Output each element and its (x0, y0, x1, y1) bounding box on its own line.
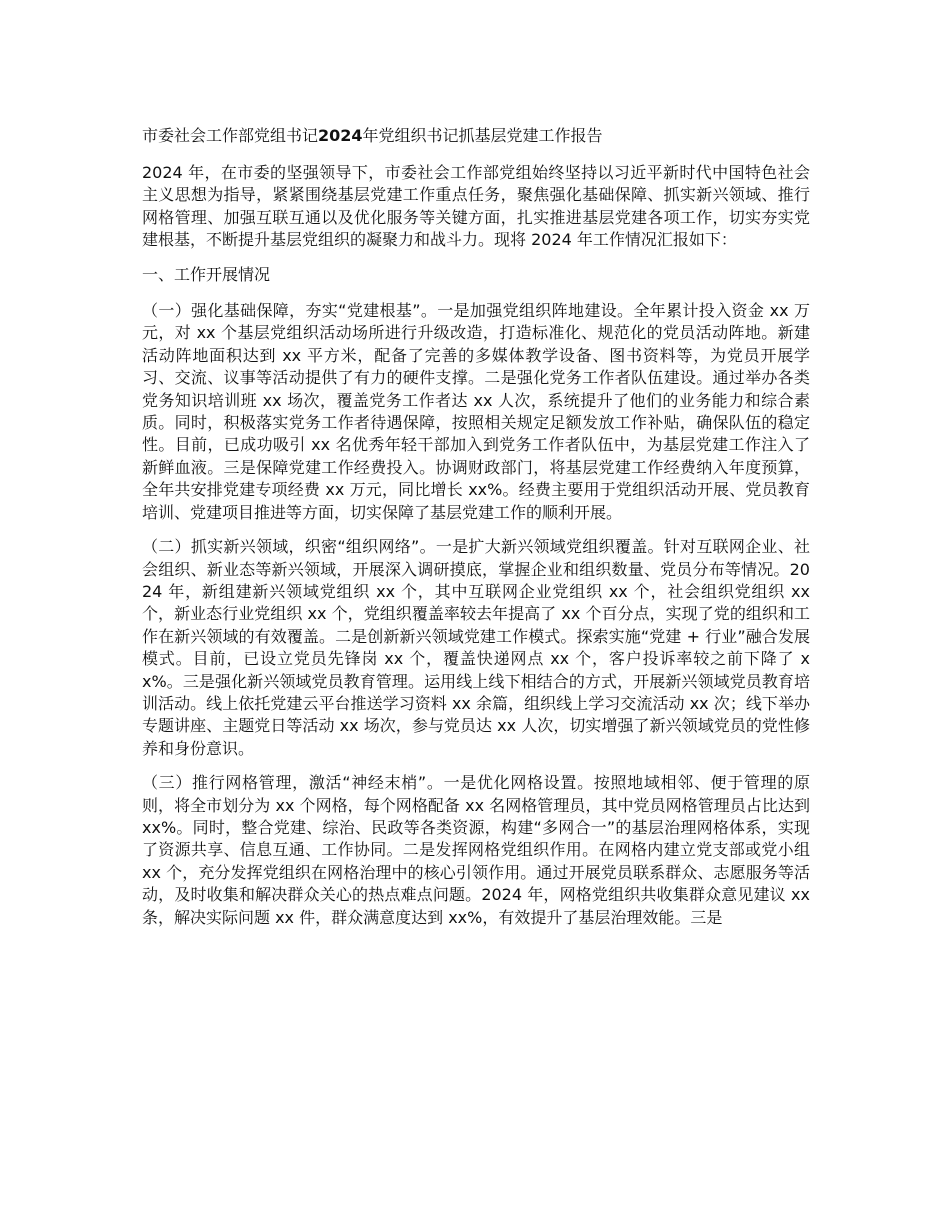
paragraph-emerging-fields: （二）抓实新兴领域，织密“组织网络”。一是扩大新兴领域党组织覆盖。针对互联网企业、社会组织、新业态等新兴领域，开展深入调研摸底，掌握企业和组织数量、党员分布等情况。2024 年，新组建新兴领域党组织 xx 个，其中互联网企业党组织 xx 个，社会组织党组织 xx 个，新业态行业党组织 xx 个，党组织覆盖率较去年提高了 xx 个百分点，实现了党的组织和工作在新兴领域的有效覆盖。二是创新新兴领域党建工作模式。探索实施“党建 + 行业”融合发展模式。目前，已设立党员先锋岗 xx 个，覆盖快递网点 xx 个，客户投诉率较之前下降了 xx%。三是强化新兴领域党员教育管理。运用线上线下相结合的方式，开展新兴领域党员教育培训活动。线上依托党建云平台推送学习资料 xx 余篇，组织线上学习交流活动 xx 次；线下举办专题讲座、主题党日等活动 xx 场次，参与党员达 xx 人次，切实增强了新兴领域党员的党性修养和身份意识。 (142, 537, 810, 758)
title-suffix: 年党组织书记抓基层党建工作报告 (362, 126, 603, 145)
paragraph-basic-guarantee: （一）强化基础保障，夯实“党建根基”。一是加强党组织阵地建设。全年累计投入资金 xx 万元，对 xx 个基层党组织活动场所进行升级改造，打造标准化、规范化的党员活动阵地。新建活动阵地面积达到 xx 平方米，配备了完善的多媒体教学设备、图书资料等，为党员开展学习、交流、议事等活动提供了有力的硬件支撑。二是强化党务工作者队伍建设。通过举办各类党务知识培训班 xx 场次，覆盖党务工作者达 xx 人次，系统提升了他们的业务能力和综合素质。同时，积极落实党务工作者待遇保障，按照相关规定足额发放工作补贴，确保队伍的稳定性。目前，已成功吸引 xx 名优秀年轻干部加入到党务工作者队伍中，为基层党建工作注入了新鲜血液。三是保障党建工作经费投入。协调财政部门，将基层党建工作经费纳入年度预算，全年共安排党建专项经费 xx 万元，同比增长 xx%。经费主要用于党组织活动开展、党员教育培训、党建项目推进等方面，切实保障了基层党建工作的顺利开展。 (142, 301, 810, 522)
document-page (142, 124, 810, 941)
document-title (142, 124, 810, 148)
intro-paragraph: 2024 年，在市委的坚强领导下，市委社会工作部党组始终坚持以习近平新时代中国特色社会主义思想为指导，紧紧围绕基层党建工作重点任务，聚焦强化基础保障、抓实新兴领域、推行网格管理、加强互联互通以及优化服务等关键方面，扎实推进基层党建各项工作，切实夯实党建根基，不断提升基层党组织的凝聚力和战斗力。现将 2024 年工作情况汇报如下： (142, 163, 810, 250)
title-prefix: 市委社会工作部党组书记 (142, 126, 319, 145)
paragraph-grid-management: （三）推行网格管理，激活“神经末梢”。一是优化网格设置。按照地域相邻、便于管理的原则，将全市划分为 xx 个网格，每个网格配备 xx 名网格管理员，其中党员网格管理员占比达到 xx%。同时，整合党建、综治、民政等各类资源，构建“多网合一”的基层治理网格体系，实现了资源共享、信息互通、工作协同。二是发挥网格党组织作用。在网格内建立党支部或党小组 xx 个，充分发挥党组织在网格治理中的核心引领作用。通过开展党员联系群众、志愿服务等活动，及时收集和解决群众关心的热点难点问题。2024 年，网格党组织共收集群众意见建议 xx 条，解决实际问题 xx 件，群众满意度达到 xx%，有效提升了基层治理效能。三是 (142, 773, 810, 927)
title-year: 2024 (318, 126, 363, 145)
section-heading: 一、工作开展情况 (142, 264, 271, 284)
